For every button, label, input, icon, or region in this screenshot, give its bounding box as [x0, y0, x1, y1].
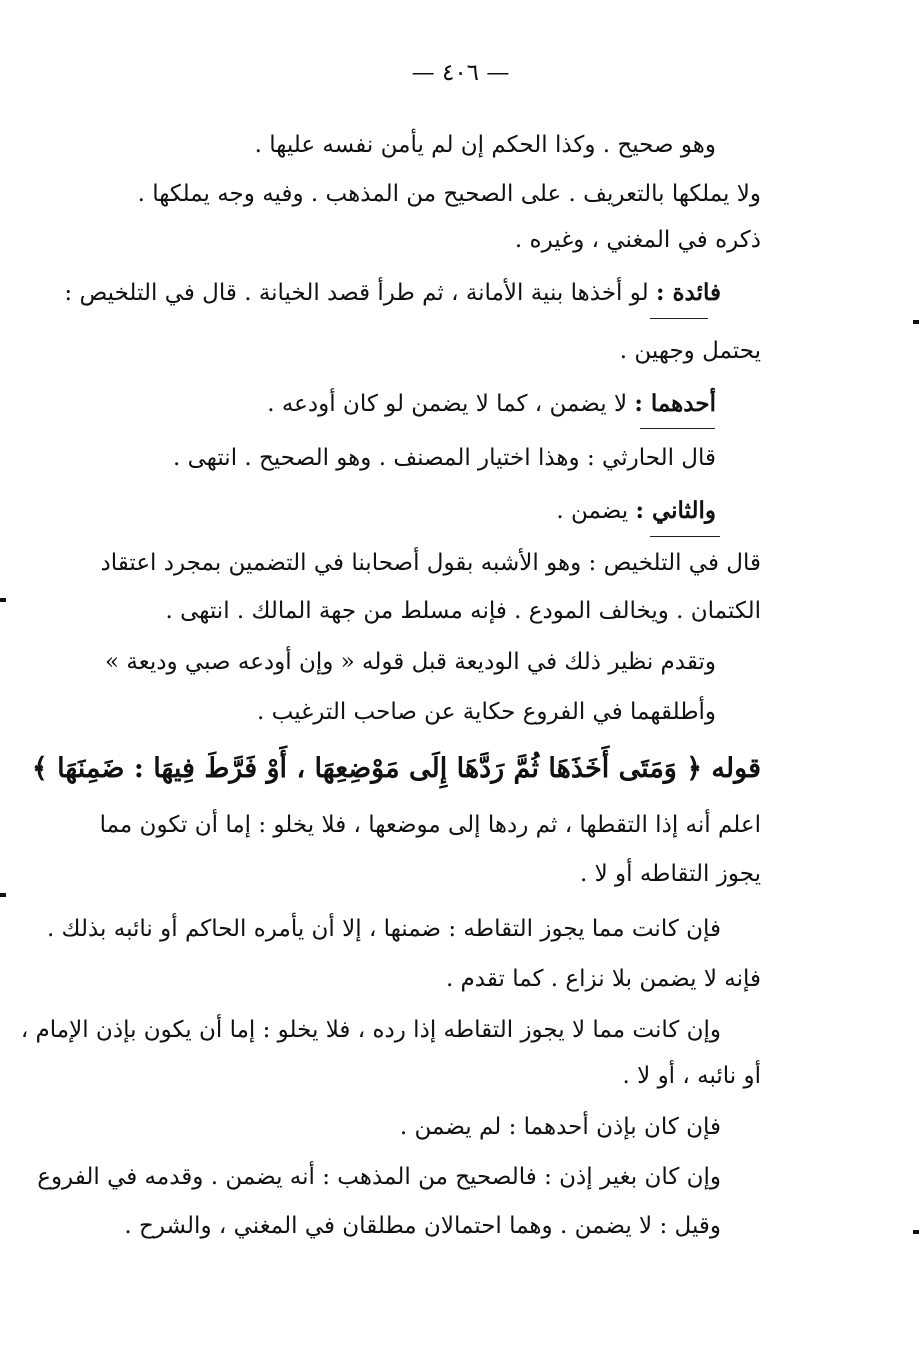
- label-underline: [650, 536, 720, 537]
- text-line-9: قال في التلخيص : وهو الأشبه بقول أصحابنا في التضمين بمجرد اعتقاد: [100, 550, 761, 576]
- text-line-1: وهو صحيح . وكذا الحكم إن لم يأمن نفسه عليها .: [254, 132, 716, 158]
- text-line-14: اعلم أنه إذا التقطها ، ثم ردها إلى موضعها ، فلا يخلو : إما أن تكون مما: [99, 812, 761, 838]
- text-line-21: وإن كان بغير إذن : فالصحيح من المذهب : أنه يضمن . وقدمه في الفروع: [37, 1164, 721, 1190]
- label-underline: [640, 428, 715, 429]
- text-line-2: ولا يملكها بالتعريف . على الصحيح من المذهب . وفيه وجه يملكها .: [137, 181, 761, 207]
- label-underline: [650, 318, 708, 319]
- scan-mark: [913, 1230, 919, 1234]
- note-text: لو أخذها بنية الأمانة ، ثم طرأ قصد الخيانة . قال في التلخيص :: [64, 280, 649, 306]
- second-label: والثاني :: [635, 497, 716, 524]
- text-line-4: [64, 276, 721, 310]
- text-line-15: يجوز التقاطه أو لا .: [579, 861, 761, 887]
- text-line-20: فإن كان بإذن أحدهما : لم يضمن .: [399, 1114, 721, 1140]
- note-label: فائدة :: [655, 279, 721, 306]
- text-line-18: وإن كانت مما لا يجوز التقاطه إذا رده ، فلا يخلو : إما أن يكون بإذن الإمام ،: [20, 1017, 721, 1043]
- text-line-6: [267, 387, 716, 421]
- text-line-5: يحتمل وجهين .: [619, 338, 761, 364]
- text-line-3: ذكره في المغني ، وغيره .: [514, 227, 761, 253]
- first-text: لا يضمن ، كما لا يضمن لو كان أودعه .: [267, 391, 628, 417]
- page-number: — ٤٠٦ —: [411, 60, 510, 86]
- text-line-12: وأطلقهما في الفروع حكاية عن صاحب الترغيب .: [257, 699, 716, 725]
- text-line-22: وقيل : لا يضمن . وهما احتمالان مطلقان في المغني ، والشرح .: [124, 1213, 721, 1239]
- text-line-16: فإن كانت مما يجوز التقاطه : ضمنها ، إلا أن يأمره الحاكم أو نائبه بذلك .: [46, 916, 721, 942]
- second-text: يضمن .: [556, 498, 629, 524]
- first-label: أحدهما :: [634, 390, 716, 417]
- scan-mark: [913, 320, 919, 324]
- scan-mark: [0, 893, 6, 897]
- text-line-19: أو نائبه ، أو لا .: [622, 1063, 761, 1089]
- quoted-verse-line: قوله ﴿ وَمَتَى أَخَذَهَا ثُمَّ رَدَّهَا إِلَى مَوْضِعِهَا ، أَوْ فَرَّطَ فِيهَا : ضَمِنَهَا ﴾: [31, 753, 761, 784]
- text-line-11: وتقدم نظير ذلك في الوديعة قبل قوله « وإن أودعه صبي وديعة »: [105, 649, 716, 675]
- text-line-17: فإنه لا يضمن بلا نزاع . كما تقدم .: [445, 966, 761, 992]
- text-line-7: قال الحارثي : وهذا اختيار المصنف . وهو الصحيح . انتهى .: [172, 445, 716, 471]
- text-line-8: [556, 494, 716, 528]
- scan-mark: [0, 598, 6, 602]
- text-line-10: الكتمان . ويخالف المودع . فإنه مسلط من جهة المالك . انتهى .: [165, 598, 761, 624]
